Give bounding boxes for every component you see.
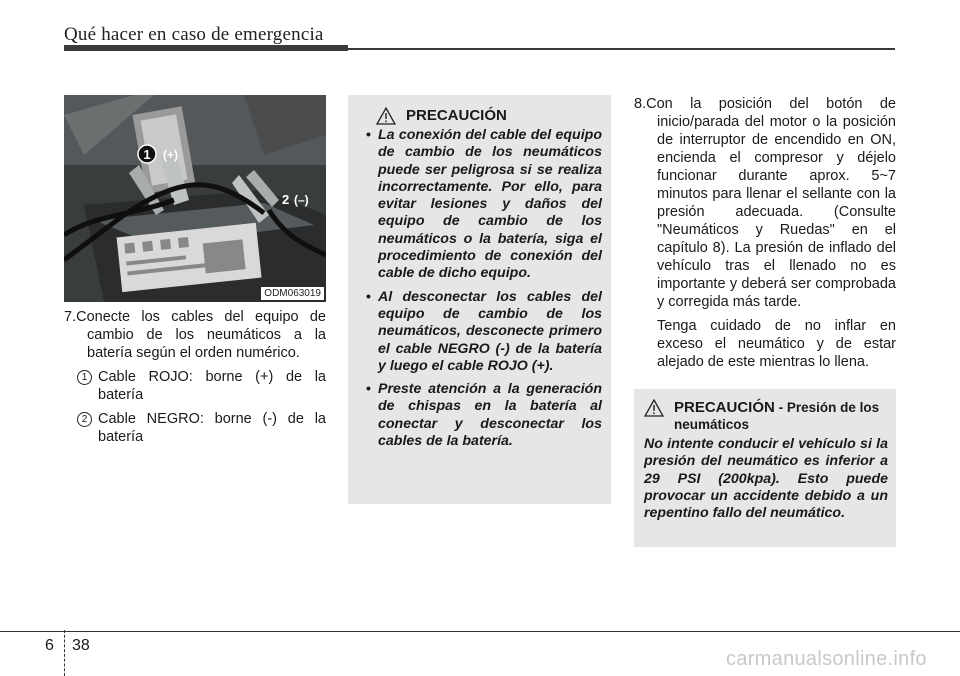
step-7 [64,308,326,446]
step-8 [634,95,896,371]
caution-box-tire-pressure [634,389,896,547]
watermark: carmanualsonline.info [726,648,927,670]
step-8-note: Tenga cuidado de no inflar en exceso el neumático y de estar alejado de este mientras lo llena. [657,318,896,370]
circled-number-1: 1 [77,370,92,385]
step-7-sub-1 [64,368,326,404]
caution-heading-text [674,399,889,433]
caution-title: PRECAUCIÓN [674,399,775,416]
battery-cable-photo [64,95,326,302]
caution-item: • Preste atención a la generación de chispas en la batería al conectar y desconectar los cables de la batería. [364,381,602,450]
page-title: Qué hacer en caso de emergencia [64,24,324,45]
caution-title: PRECAUCIÓN [406,107,507,124]
caution-item: • La conexión del cable del equipo de cambio de los neumáticos puede ser peligrosa si se realiza incorrectamente. Por ello, para evitar lesiones y daños del equipo de cambio de los neumáticos o la batería, siga el procedimiento de conexión del cable de dicho equipo. [364,127,602,283]
header-rule-thin [348,48,895,50]
caution-box-cables [348,95,611,504]
battery-illustration [64,95,326,302]
caution-item: • Al desconectar los cables del equipo de cambio de los neumáticos, desconecte primero el cable NEGRO (-) de la batería y luego el cable ROJO (+). [364,289,602,375]
caution-body: No intente conducir el vehículo si la presión del neumático es inferior a 29 PSI (200kpa). Esto puede provocar un accidente debido a un repentino fallo del neumático. [644,436,888,522]
footer-rule [0,631,960,632]
warning-triangle-icon [644,399,664,417]
chapter-number: 6 [45,637,54,654]
caution-heading [644,399,889,433]
step-7-text: 7.Conecte los cables del equipo de cambio de los neumáticos a la batería según el orden numérico. [64,309,326,361]
callout-1-number: 1 [143,147,151,162]
figure-code: ODM063019 [261,287,324,300]
caution-heading [376,107,507,125]
step-7-sub-1-text: Cable ROJO: borne (+) de la batería [98,369,326,403]
callout-1-sign: (+) [163,148,178,162]
callout-2-sign: (–) [294,193,309,207]
step-7-sub-2-text: Cable NEGRO: borne (-) de la batería [98,411,326,445]
callout-2-number: 2 [282,192,290,207]
header-rule-thick [64,45,348,51]
step-7-sub-2 [64,410,326,446]
page-number: 38 [72,637,90,654]
warning-triangle-icon [376,107,396,125]
footer-divider [64,630,65,676]
caution-subtitle: - Presión de los neumáticos [674,400,880,432]
step-8-text: 8.Con la posición del botón de inicio/parada del motor o la posición de interruptor de encendido en ON, encienda el compresor y déjelo funcionar durante aprox. 5~7 minutos para llenar el sellante con la presión adecuada. (Consulte "Neumáticos y Ruedas" en el capítulo 8). La presión de inflado del vehículo tras el llenado no es importante y deberá ser comprobada y corregida más tarde. [634,96,896,310]
circled-number-2: 2 [77,412,92,427]
caution-list [364,127,602,456]
